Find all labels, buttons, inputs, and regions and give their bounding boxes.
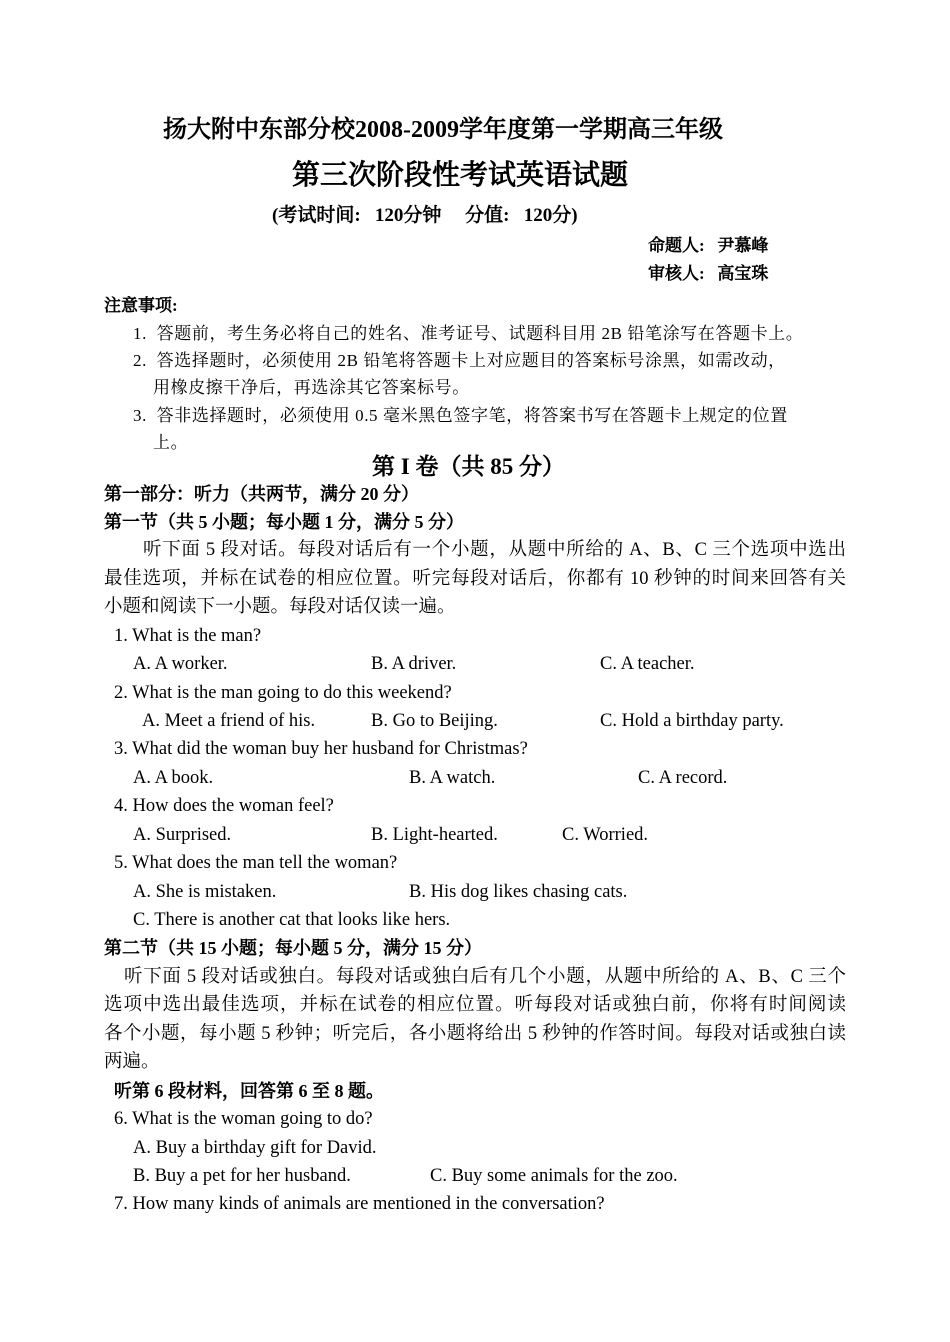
note-item-continued: 上。	[153, 433, 189, 452]
volume-title: 第 I 卷（共 85 分）	[372, 454, 565, 479]
option-b: B. Go to Beijing.	[371, 711, 498, 731]
option-c: C. There is another cat that looks like hers.	[133, 910, 451, 930]
section1-instructions: 听下面 5 段对话。每段对话后有一个小题，从题中所给的 A、B、C 三个选项中选出	[143, 540, 846, 560]
question-5: 5. What does the man tell the woman?	[114, 853, 398, 873]
option-a: A. Meet a friend of his.	[142, 711, 316, 731]
section2-instructions: 听下面 5 段对话或独白。每段对话或独白后有几个小题，从题中所给的 A、B、C 三个	[124, 967, 846, 987]
option-a: A. Buy a birthday gift for David.	[133, 1138, 377, 1158]
option-c: C. A teacher.	[600, 654, 695, 674]
option-c: C. Hold a birthday party.	[600, 711, 784, 731]
question-setter: 命题人: 尹慕峰	[648, 236, 769, 255]
material-note: 听第 6 段材料，回答第 6 至 8 题。	[114, 1081, 384, 1101]
note-item: 1. 答题前，考生务必将自己的姓名、准考证号、试题科目用 2B 铅笔涂写在答题卡上。	[133, 324, 804, 343]
section1-instructions: 最佳选项，并标在试卷的相应位置。听完每段对话后，你都有 10 秒钟的时间来回答有关	[104, 569, 846, 589]
option-a: A. Surprised.	[133, 825, 232, 845]
option-a: A. A book.	[133, 768, 214, 788]
section1-heading: 第一节（共 5 小题；每小题 1 分，满分 5 分）	[104, 512, 464, 532]
section2-instructions: 各个小题，每小题 5 秒钟；听完后，各小题将给出 5 秒钟的作答时间。每段对话或独白读	[104, 1024, 846, 1044]
option-b: B. A watch.	[409, 768, 496, 788]
exam-info: (考试时间: 120分钟 分值: 120分)	[272, 205, 578, 226]
note-item: 3. 答非选择题时，必须使用 0.5 毫米黑色签字笔，将答案书写在答题卡上规定的位置	[133, 406, 788, 425]
note-item-continued: 用橡皮擦干净后，再选涂其它答案标号。	[153, 378, 470, 397]
section2-heading: 第二节（共 15 小题；每小题 5 分，满分 15 分）	[104, 938, 482, 958]
section2-instructions: 选项中选出最佳选项，并标在试卷的相应位置。听每段对话或独白前，你将有时间阅读	[104, 995, 846, 1015]
option-c: C. Buy some animals for the zoo.	[430, 1166, 678, 1186]
option-c: C. A record.	[638, 768, 728, 788]
note-item: 2. 答选择题时，必须使用 2B 铅笔将答题卡上对应题目的答案标号涂黑，如需改动，	[133, 351, 786, 370]
question-3: 3. What did the woman buy her husband for Christmas?	[114, 739, 528, 759]
exam-title-line2: 第三次阶段性考试英语试题	[292, 160, 629, 191]
question-4: 4. How does the woman feel?	[114, 796, 334, 816]
question-2: 2. What is the man going to do this weekend?	[114, 683, 452, 703]
option-a: A. A worker.	[133, 654, 228, 674]
option-a: A. She is mistaken.	[133, 882, 277, 902]
option-b: B. A driver.	[371, 654, 457, 674]
option-b: B. His dog likes chasing cats.	[409, 882, 628, 902]
notes-heading: 注意事项:	[104, 296, 178, 315]
option-c: C. Worried.	[562, 825, 649, 845]
section1-instructions: 小题和阅读下一小题。每段对话仅读一遍。	[104, 597, 456, 617]
option-b: B. Light-hearted.	[371, 825, 498, 845]
part1-heading: 第一部分：听力（共两节，满分 20 分）	[104, 484, 419, 504]
exam-title-line1: 扬大附中东部分校2008-2009学年度第一学期高三年级	[163, 117, 723, 143]
section2-instructions: 两遍。	[104, 1052, 160, 1072]
question-7: 7. How many kinds of animals are mentioned in the conversation?	[114, 1194, 605, 1214]
question-6: 6. What is the woman going to do?	[114, 1109, 373, 1129]
option-b: B. Buy a pet for her husband.	[133, 1166, 351, 1186]
question-reviewer: 审核人: 高宝珠	[648, 264, 769, 283]
question-1: 1. What is the man?	[114, 626, 262, 646]
